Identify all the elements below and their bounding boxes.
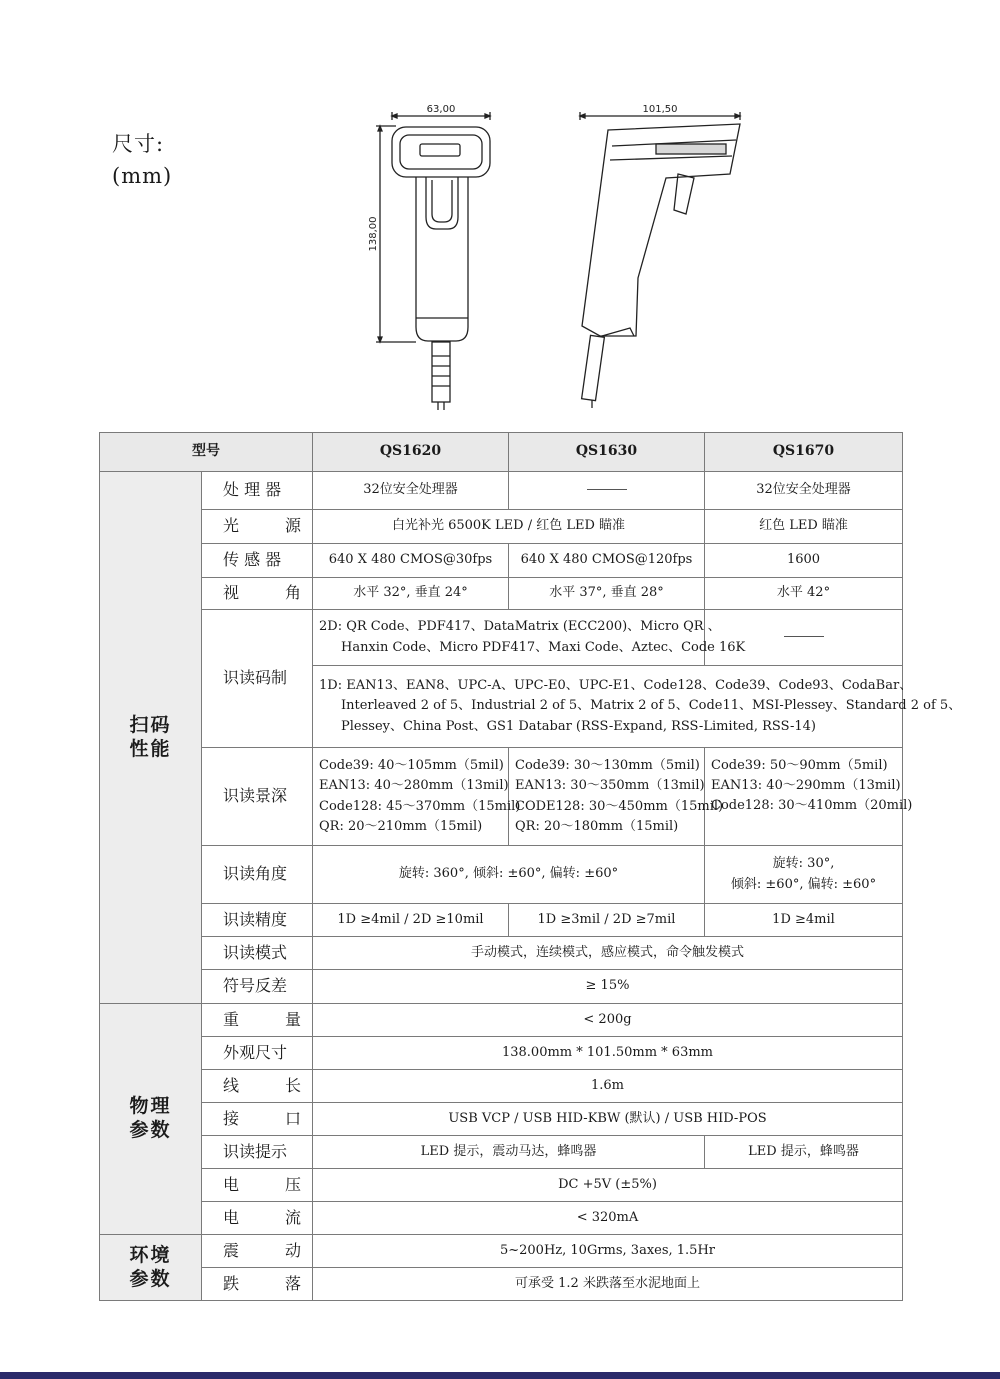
label-indicator: 识读提示 <box>202 1136 313 1169</box>
row-contrast <box>100 970 903 1004</box>
sensor-qs1630: 640 X 480 CMOS@120fps <box>509 544 705 578</box>
label-depth: 识读景深 <box>202 748 313 846</box>
label-light <box>202 510 313 544</box>
depth-qs1620-line: EAN13: 40～280mm（13mil) <box>319 778 509 794</box>
label-interface-a: 接 <box>223 1108 240 1128</box>
label-size: 外观尺寸 <box>202 1037 313 1070</box>
row-drop <box>100 1268 903 1301</box>
category-scan <box>100 472 202 1004</box>
label-processor: 处 理 器 <box>202 472 313 510</box>
label-vibration-a: 震 <box>223 1240 240 1260</box>
label-angle-a: 视 <box>223 583 240 603</box>
row-vibration <box>100 1235 903 1268</box>
label-read-angle: 识读角度 <box>202 846 313 904</box>
label-vibration <box>202 1235 313 1268</box>
processor-qs1670: 32位安全处理器 <box>705 472 903 510</box>
label-current-b: 流 <box>285 1207 302 1227</box>
category-env-line1: 环境 <box>129 1243 172 1266</box>
sensor-qs1620: 640 X 480 CMOS@30fps <box>313 544 509 578</box>
symbology-2d-line2: Hanxin Code、Micro PDF417、Maxi Code、Aztec、Code 16K <box>341 639 746 655</box>
depth-qs1620-line: QR: 20～210mm（15mil) <box>319 818 483 834</box>
row-weight <box>100 1004 903 1037</box>
voltage-value: DC +5V (±5%) <box>313 1169 903 1202</box>
label-angle <box>202 578 313 610</box>
label-angle-b: 角 <box>285 583 302 603</box>
read-angle-qs1670-line1: 旋转: 30°, <box>772 856 835 872</box>
row-current <box>100 1202 903 1235</box>
label-symbology: 识读码制 <box>202 610 313 748</box>
depth-qs1620-line: Code128: 45～370mm（15mil) <box>319 798 521 814</box>
bottom-accent-bar <box>0 1372 1000 1379</box>
dimensions-title-line2: (mm) <box>112 164 173 188</box>
row-light <box>100 510 903 544</box>
label-interface-b: 口 <box>285 1108 302 1128</box>
row-cable <box>100 1070 903 1103</box>
precision-qs1670: 1D ≥4mil <box>705 904 903 937</box>
label-voltage-b: 压 <box>285 1174 302 1194</box>
label-vibration-b: 动 <box>285 1240 302 1260</box>
side-view-drawing <box>580 112 740 408</box>
category-physical-line1: 物理 <box>129 1095 172 1118</box>
depth-qs1630-line: Code39: 30～130mm（5mil) <box>515 758 700 774</box>
label-drop-b: 落 <box>285 1273 302 1293</box>
label-cable <box>202 1070 313 1103</box>
front-view-drawing <box>376 112 490 410</box>
depth-qs1620-line: Code39: 40～105mm（5mil) <box>319 758 504 774</box>
row-voltage <box>100 1169 903 1202</box>
angle-qs1670: 水平 42° <box>705 578 903 610</box>
label-precision: 识读精度 <box>202 904 313 937</box>
header-qs1670: QS1670 <box>705 433 903 472</box>
depth-qs1670 <box>705 748 913 846</box>
category-physical <box>100 1004 202 1235</box>
label-contrast: 符号反差 <box>202 970 313 1004</box>
precision-qs1620: 1D ≥4mil / 2D ≥10mil <box>313 904 509 937</box>
row-indicator <box>100 1136 903 1169</box>
label-interface <box>202 1103 313 1136</box>
category-env <box>100 1235 202 1301</box>
row-size <box>100 1037 903 1070</box>
row-depth <box>100 748 903 846</box>
category-scan-line1: 扫码 <box>129 713 172 736</box>
row-mode <box>100 937 903 970</box>
depth-qs1670-line: Code39: 50～90mm（5mil) <box>711 758 888 773</box>
size-value: 138.00mm * 101.50mm * 63mm <box>313 1037 903 1070</box>
symbology-1d-line2: Interleaved 2 of 5、Industrial 2 of 5、Matrix 2 of 5、Code11、MSI-Plessey、Standard 2 of 5、 <box>341 698 962 714</box>
dimensions-title-line1: 尺寸: <box>112 132 165 156</box>
dimensions-title <box>112 128 172 192</box>
label-cable-a: 线 <box>223 1075 240 1095</box>
row-symbology-2d <box>100 610 903 666</box>
label-cable-b: 长 <box>285 1075 302 1095</box>
label-light-a: 光 <box>223 516 240 536</box>
angle-qs1630: 水平 37°, 垂直 28° <box>509 578 705 610</box>
label-drop <box>202 1268 313 1301</box>
depth-qs1630-line: EAN13: 30～350mm（13mil) <box>515 778 705 794</box>
symbology-2d <box>313 610 746 666</box>
current-value: < 320mA <box>313 1202 903 1235</box>
empty-dash <box>587 489 627 490</box>
label-weight-a: 重 <box>223 1009 240 1029</box>
precision-qs1630: 1D ≥3mil / 2D ≥7mil <box>509 904 705 937</box>
header-qs1620: QS1620 <box>313 433 509 472</box>
label-weight <box>202 1004 313 1037</box>
cable-value: 1.6m <box>313 1070 903 1103</box>
read-angle-shared: 旋转: 360°, 倾斜: ±60°, 偏转: ±60° <box>313 846 705 904</box>
indicator-shared: LED 提示，震动马达，蜂鸣器 <box>313 1136 705 1169</box>
light-shared: 白光补光 6500K LED / 红色 LED 瞄准 <box>313 510 705 544</box>
depth-qs1630-line: QR: 20～180mm（15mil) <box>515 818 679 834</box>
label-voltage <box>202 1169 313 1202</box>
scanner-drawing-svg <box>360 100 760 412</box>
depth-qs1670-line: Code128: 30～410mm（20mil) <box>711 798 913 814</box>
label-weight-b: 量 <box>285 1009 302 1029</box>
symbology-2d-qs1670 <box>705 610 903 666</box>
symbology-1d-line3: Plessey、China Post、GS1 Databar (RSS-Expand, RSS-Limited, RSS-14) <box>341 718 816 734</box>
label-mode: 识读模式 <box>202 937 313 970</box>
empty-dash <box>784 636 824 637</box>
angle-qs1620: 水平 32°, 垂直 24° <box>313 578 509 610</box>
drop-value: 可承受 1.2 米跌落至水泥地面上 <box>313 1268 903 1301</box>
symbology-1d <box>313 666 962 748</box>
row-sensor <box>100 544 903 578</box>
scanner-drawings <box>360 100 760 412</box>
light-qs1670: 红色 LED 瞄准 <box>705 510 903 544</box>
category-env-line2: 参数 <box>129 1267 172 1290</box>
label-light-b: 源 <box>285 516 302 536</box>
vibration-value: 5~200Hz, 10Grms, 3axes, 1.5Hr <box>313 1235 903 1268</box>
label-drop-a: 跌 <box>223 1273 240 1293</box>
depth-qs1620 <box>313 748 521 846</box>
processor-qs1630 <box>509 472 705 510</box>
table-header-row <box>100 433 903 472</box>
sensor-qs1670: 1600 <box>705 544 903 578</box>
read-angle-qs1670 <box>705 846 903 904</box>
depth-qs1670-line: EAN13: 40～290mm（13mil) <box>711 778 901 794</box>
label-current-a: 电 <box>223 1207 240 1227</box>
header-model: 型号 <box>100 433 313 472</box>
row-angle <box>100 578 903 610</box>
row-interface <box>100 1103 903 1136</box>
spec-table <box>99 432 962 1301</box>
label-sensor: 传 感 器 <box>202 544 313 578</box>
row-read-angle <box>100 846 903 904</box>
label-current <box>202 1202 313 1235</box>
row-precision <box>100 904 903 937</box>
front-width-label: 63,00 <box>426 104 456 115</box>
category-physical-line2: 参数 <box>129 1119 172 1141</box>
symbology-2d-line1: 2D: QR Code、PDF417、DataMatrix (ECC200)、Micro QR 、 <box>319 619 721 635</box>
contrast-value: ≥ 15% <box>313 970 903 1004</box>
row-processor <box>100 472 903 510</box>
weight-value: < 200g <box>313 1004 903 1037</box>
mode-value: 手动模式，连续模式，感应模式，命令触发模式 <box>313 937 903 970</box>
interface-value: USB VCP / USB HID-KBW (默认) / USB HID-POS <box>313 1103 903 1136</box>
label-voltage-a: 电 <box>223 1174 240 1194</box>
header-qs1630: QS1630 <box>509 433 705 472</box>
processor-qs1620: 32位安全处理器 <box>313 472 509 510</box>
indicator-qs1670: LED 提示，蜂鸣器 <box>705 1136 903 1169</box>
depth-qs1630 <box>509 748 724 846</box>
height-label: 138,00 <box>368 216 379 252</box>
read-angle-qs1670-line2: 倾斜: ±60°, 偏转: ±60° <box>730 876 877 892</box>
symbology-1d-line1: 1D: EAN13、EAN8、UPC-A、UPC-E0、UPC-E1、Code128、Code39、Code93、CodaBar、 <box>319 678 913 694</box>
side-width-label: 101,50 <box>642 104 678 115</box>
category-scan-line2: 性能 <box>129 737 172 760</box>
depth-qs1630-line: CODE128: 30～450mm（15mil) <box>515 798 724 814</box>
